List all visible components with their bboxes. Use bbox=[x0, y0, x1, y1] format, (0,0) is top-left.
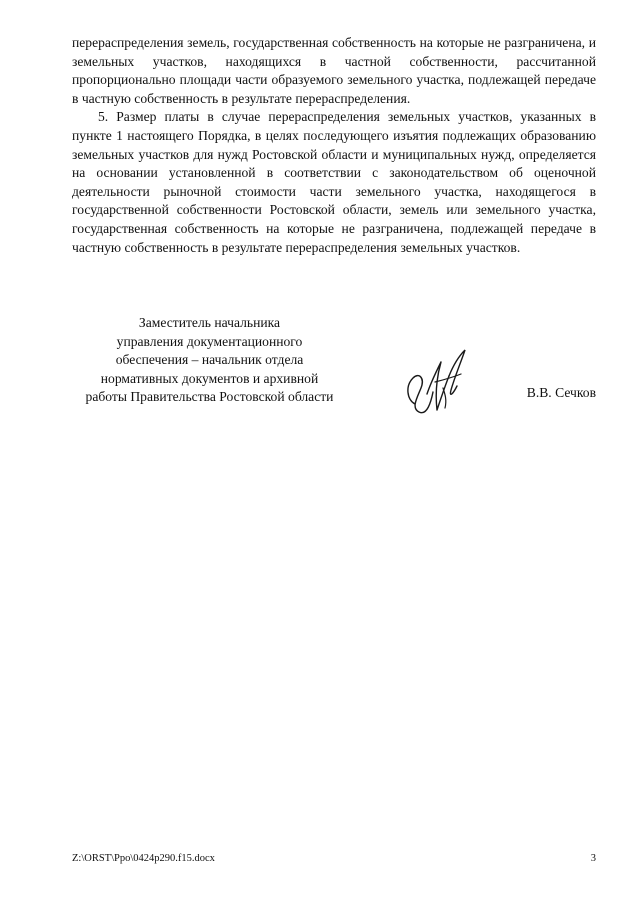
handwritten-signature-icon bbox=[397, 342, 477, 422]
document-body bbox=[72, 34, 596, 257]
signer-position bbox=[72, 314, 347, 407]
position-line: нормативных документов и архивной bbox=[100, 370, 319, 386]
page-footer bbox=[72, 852, 596, 868]
position-line: управления документационного bbox=[116, 333, 303, 349]
continuation-paragraph: перераспределения земель, государственная собственность на которые не разграничена, и земельных участков, находящихся в частной собственности, рассчитанной пропорционально площади части образуемого земельного участка, подлежащей передаче в частную собственность в результате перераспределения. bbox=[72, 35, 596, 106]
position-line: работы Правительства Ростовской области bbox=[85, 389, 334, 405]
position-line: Заместитель начальника bbox=[138, 315, 281, 330]
page-number: 3 bbox=[590, 853, 596, 864]
file-path: Z:\ORST\Ppo\0424p290.f15.docx bbox=[72, 853, 215, 864]
position-line: обеспечения – начальник отдела bbox=[115, 352, 304, 368]
signer-name: В.В. Сечков bbox=[526, 385, 596, 400]
signature-block bbox=[72, 314, 596, 424]
paragraph-5: 5. Размер платы в случае перераспределения земельных участков, указанных в пункте 1 настоящего Порядка, в целях последующего изъятия подлежащих образованию земельных участков для нужд Ростовской области и муниципальных нужд, определяется на основании установленной в соответствии с законодательством об оценочной деятельности рыночной стоимости части земельного участка, находящегося в государственной собственности Ростовской области, земель или земельного участка, государственная собственность на которые не разграничена, подлежащей передаче в частную собственность в результате перераспределения земельных участков. bbox=[72, 109, 596, 255]
